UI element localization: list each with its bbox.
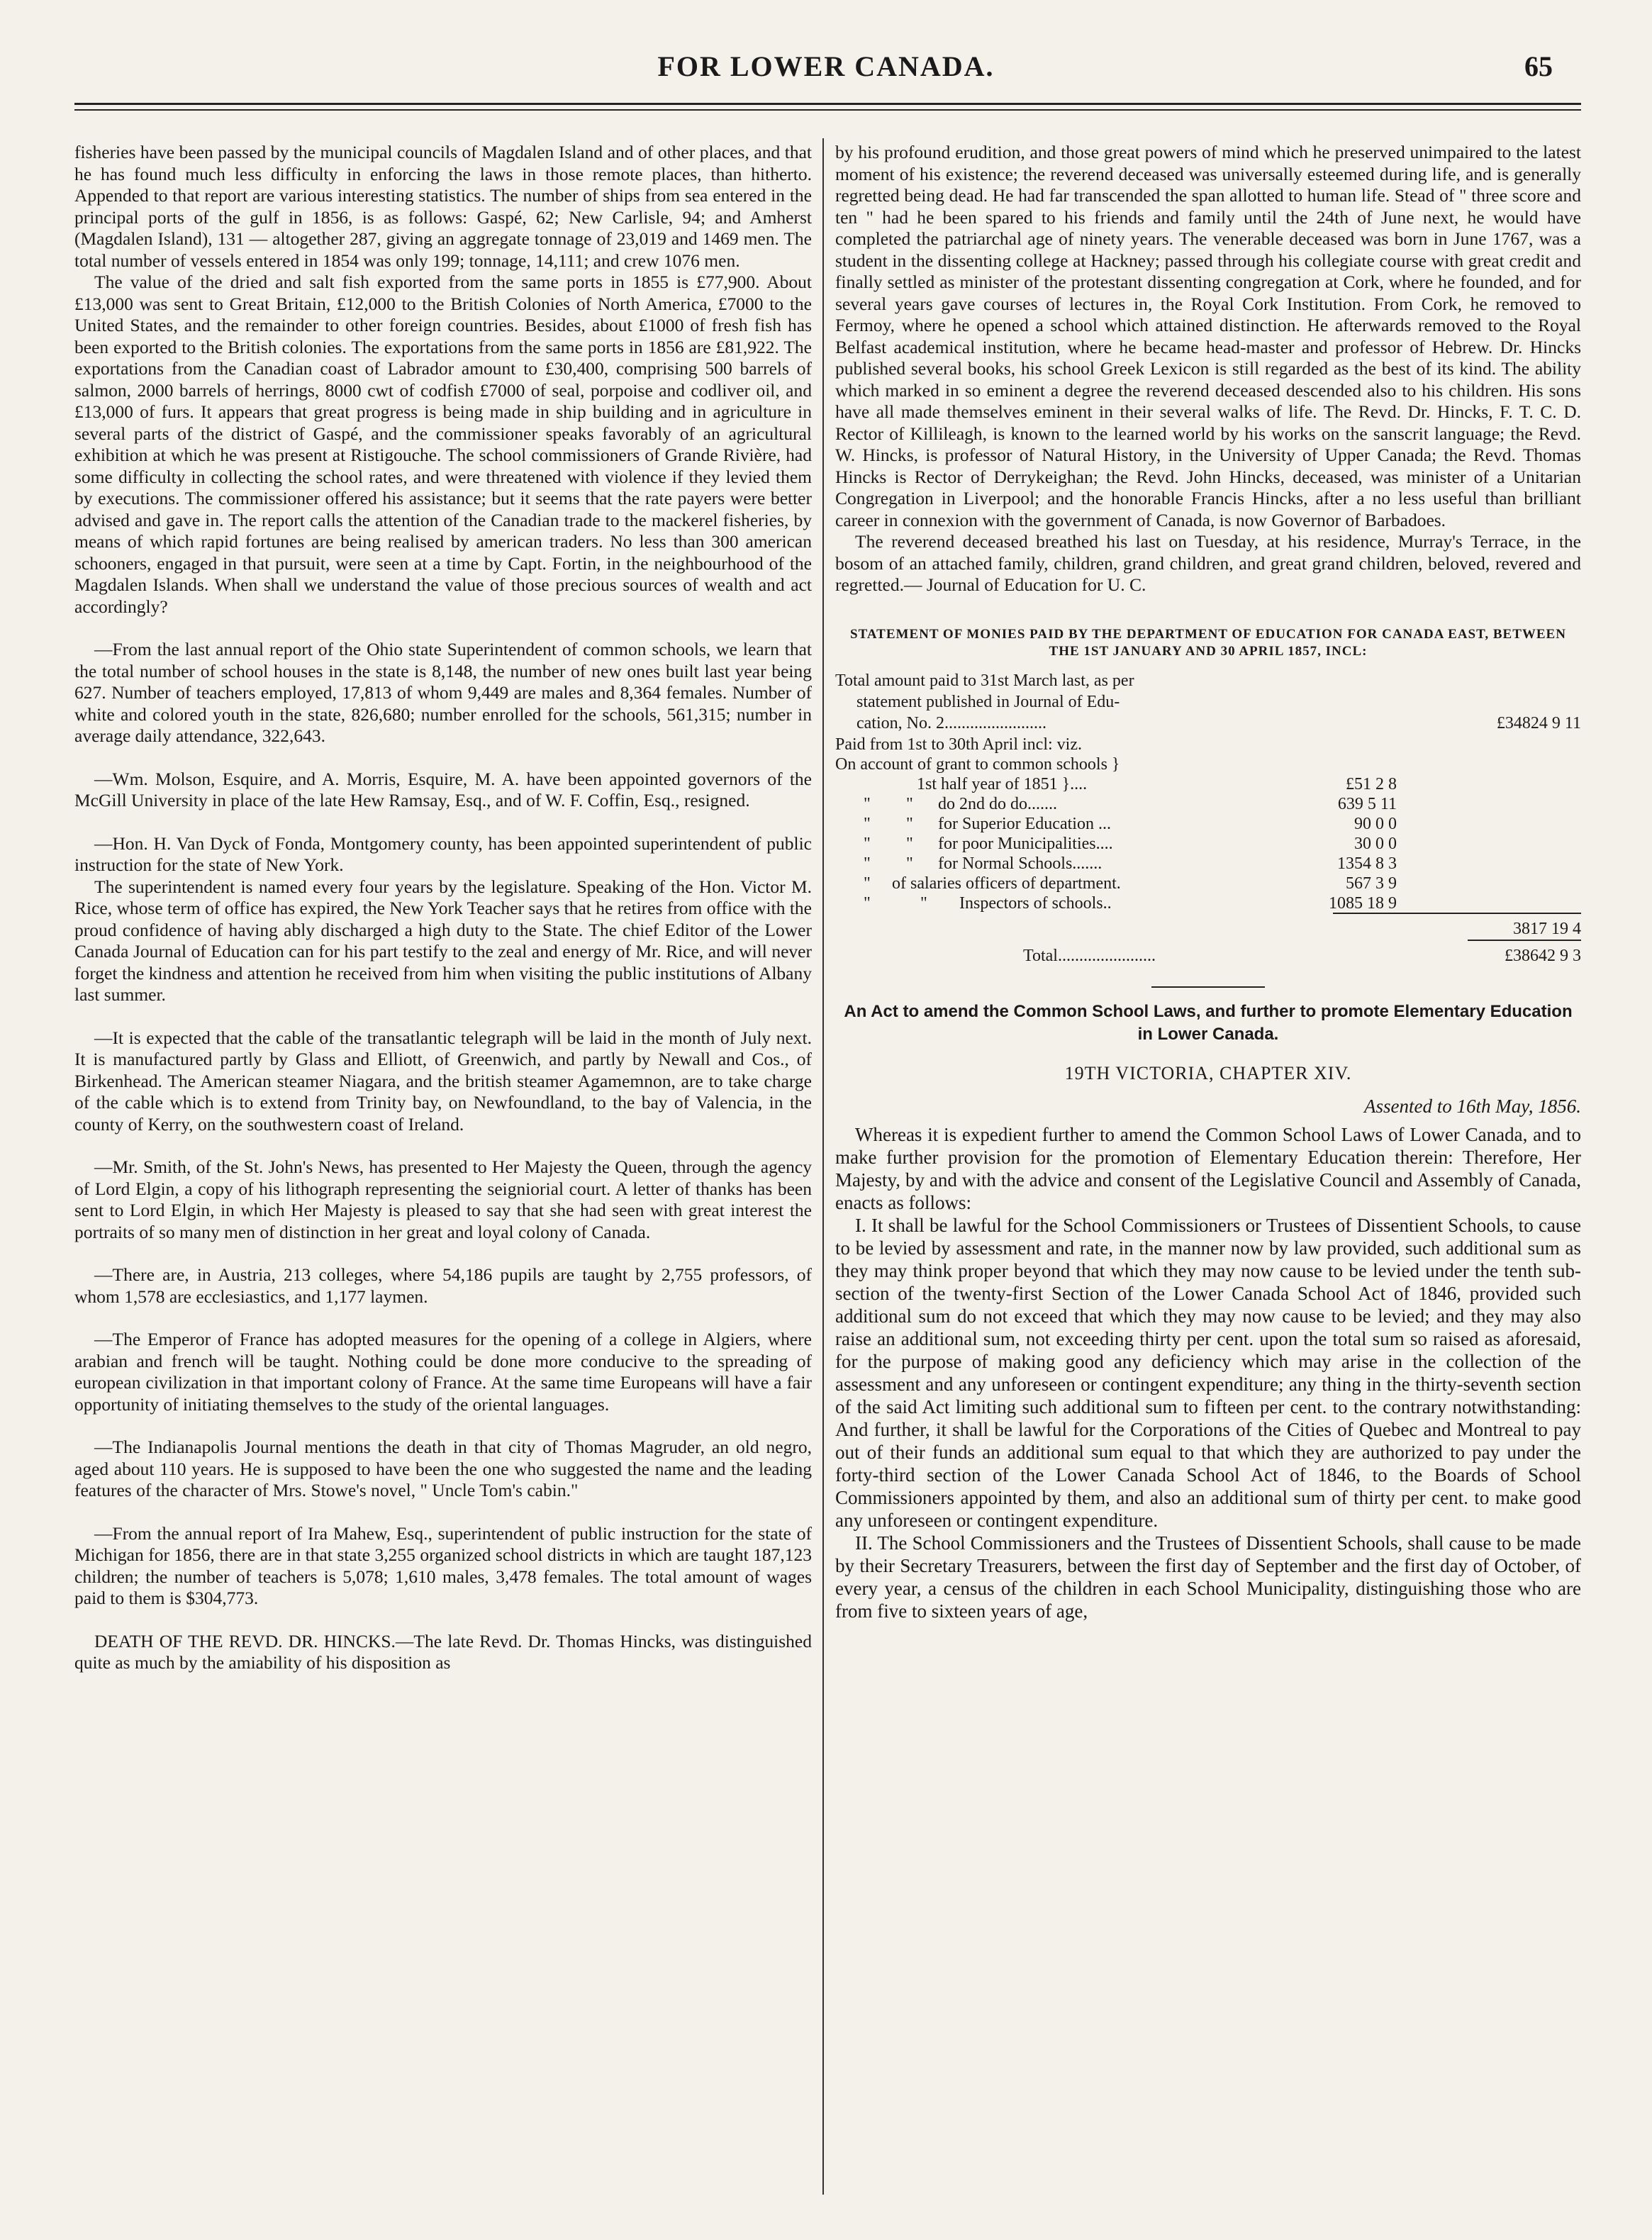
paragraph: Whereas it is expedient further to amend the Common School Laws of Lower Canada, and to make further provision for the promotion of Elementary Education therein: Therefore, Her Majesty, by and with the advice and consent of the Legislative Council and Assembly of Canada, enacts as follows: xyxy=(835,1123,1581,1213)
paragraph: —Hon. H. Van Dyck of Fonda, Montgomery county, has been appointed superintendent of public instruction for the state of New York. xyxy=(74,832,812,875)
statement-ditto: " xyxy=(864,794,871,813)
statement-row-amount: 30 0 0 xyxy=(1354,834,1397,853)
page-number: 65 xyxy=(1524,50,1553,82)
statement-line: cation, No. 2........................ xyxy=(856,713,1047,732)
paragraph: by his profound erudition, and those great powers of mind which he preserved unimpaired to the latest moment of his existence; the reverend deceased was universally esteemed during life, and is generally regretted being dead. He had far transcended the span allotted to human life. Stead of " three score and ten " had he been spared to his friends and family until the 24th of June next, he would have completed the patriarchal age of ninety years. The venerable deceased was born in June 1767, was a student in the dissenting college at Hackney; passed through his collegiate course with great credit and finally settled as minister of the protestant dissenting congregation at Cork, where he founded, and for several years gave courses of lectures in, the Royal Cork Institution. From Cork, he removed to Fermoy, where he opened a school which attained distinction. He afterwards removed to the Royal Belfast academical institution, where he became head-master and professor of Hebrew. Dr. Hincks published several books, his school Greek Lexicon is still regarded as the best of its kind. The ability which marked in so eminent a degree the reverend deceased descended also to his children. His sons have all made themselves eminent in their several walks of life. The Revd. Dr. Hincks, F. T. C. D. Rector of Killileagh, is known to the learned world by his works on the sanscrit language; the Revd. W. Hincks, is professor of Natural History, in the University of Upper Canada; the Revd. Thomas Hincks is Rector of Derrykeighan; the Revd. John Hincks, deceased, was minister of a Unitarian Congregation in Liverpool; and the honorable Francis Hincks, after a no less useful than brilliant career in connexion with the government of Canada, is now Governor of Barbadoes. xyxy=(835,142,1581,530)
statement-row-amount: 567 3 9 xyxy=(1346,874,1397,893)
paragraph: fisheries have been passed by the municipal councils of Magdalen Island and of other places, and that he has found much less difficulty in enforcing the laws in those remote places, than hitherto. Appended to that report are various interesting statistics. The number of ships from sea entered in the principal ports of the gulf in 1856, is as follows: Gaspé, 62; New Carlisle, 94; and Amherst (Magdalen Island), 131 — altogether 287, giving an aggregate tonnage of 23,019 and 1469 men. The total number of vessels entered in 1854 was only 199; tonnage, 14,111; and crew 1076 men. xyxy=(74,142,812,271)
paragraph: —From the last annual report of the Ohio state Superintendent of common schools, we learn that the total number of school houses in the state is 8,148, the number of new ones built last year being 627. Number of teachers employed, 17,813 of whom 9,449 are males and 8,364 females. Number of white and colored youth in the state, 826,680; number enrolled for the schools, 561,315; number in average daily attendance, 322,643. xyxy=(74,639,812,746)
subtotal-rule xyxy=(1333,913,1581,914)
paragraph: —Wm. Molson, Esquire, and A. Morris, Esquire, M. A. have been appointed governors of the McGill University in place of the late Hew Ramsay, Esq., and of W. F. Coffin, Esq., resigned. xyxy=(74,768,812,810)
statement-row-amount: 90 0 0 xyxy=(1354,814,1397,833)
paragraph: —It is expected that the cable of the transatlantic telegraph will be laid in the month of July next. It is manufactured partly by Glass and Elliott, of Greenwich, and partly by Newall and Cos., of Birkenhead. The American steamer Niagara, and the british steamer Agamemnon, are to take charge of the cable which is to extend from Trinity bay, on Newfoundland, to the bay of Valencia, in the county of Kerry, on the southwestern coast of Ireland. xyxy=(74,1027,812,1135)
paragraph: —From the annual report of Ira Mahew, Esq., superintendent of public instruction for the state of Michigan for 1856, there are in that state 3,255 organized school districts in which are taught 187,123 children; the number of teachers is 5,078; 1,610 males, 3,478 females. The total amount of wages paid to them is $304,773. xyxy=(74,1522,812,1608)
paragraph: —The Indianapolis Journal mentions the death in that city of Thomas Magruder, an old negro, aged about 110 years. He is supposed to have been the one who suggested the name and the leading features of the character of Mrs. Stowe's novel, " Uncle Tom's cabin." xyxy=(74,1437,812,1500)
paragraph: The value of the dried and salt fish exported from the same ports in 1855 is £77,900. About £13,000 was sent to Great Britain, £12,000 to the British Colonies of North America, £7000 to the United States, and the remainder to other foreign countries. Besides, about £1000 of fresh fish has been exported to the British colonies. The exportations from the same ports in 1856 are £81,922. The exportations from the Canadian coast of Labrador amount to £30,400, comprising 500 barrels of salmon, 2000 barrels of herrings, 8000 cwt of codfish £7000 of seal, porpoise and codliver oil, and £13,000 of furs. It appears that great progress is being made in ship building and in agriculture in several parts of the district of Gaspé, and the commissioner speaks favorably of an agricultural exhibition at which he was present at Ristigouche. The school commissioners of Grande Rivière, had some difficulty in collecting the school rates, and were threatened with violence if they levied them by executions. The commissioner offered his assistance; but it seems that the rate payers were better advised and gave in. The report calls the attention of the Canadian trade to the mackerel fisheries, by means of which rapid fortunes are being realised by american traders. No less than 300 american schooners, engaged in that pursuit, were seen at a time by Capt. Fortin, in the neighbourhood of the Magdalen Islands. When shall we understand the value of those precious sources of wealth and act accordingly? xyxy=(74,272,812,617)
statement-row-amount: £51 2 8 xyxy=(1346,774,1397,793)
statement-ditto: " xyxy=(864,893,871,913)
assented-date: Assented to 16th May, 1856. xyxy=(1364,1096,1581,1117)
statement-subtotal: 3817 19 4 xyxy=(1513,919,1581,938)
paragraph: —There are, in Austria, 213 colleges, where 54,186 pupils are taught by 2,755 professors, of whom 1,578 are ecclesiastics, and 1,177 laymen. xyxy=(74,1264,812,1307)
paragraph: I. It shall be lawful for the School Commissioners or Trustees of Dissentient Schools, to cause to be levied by assessment and rate, in the manner now by law provided, such additional sum as they may think proper beyond that which they may now cause to be levied under the tenth sub-section of the twenty-first Section of the Lower Canada School Act of 1846, provided such additional sum do not exceed that which they may now cause to be levied; and they may also raise an additional sum, not exceeding thirty per cent. upon the total sum so raised as aforesaid, for the purpose of making good any deficiency which may arise in the collection of the assessment and any unforeseen or contingent expenditure; any thing in the thirty-seventh section of the said Act limiting such additional sum to fifteen per cent. to the contrary notwithstanding: And further, it shall be lawful for the Corporations of the Cities of Quebec and Montreal to pay out of their funds an additional sum equal to that which they are authorized to pay under the forty-third section of the Lower Canada School Act of 1846, to the Boards of School Commissioners appointed by them, and also an additional sum of thirty per cent. to make good any unforeseen or contingent expenditure. xyxy=(835,1214,1581,1531)
chapter-heading: 19TH VICTORIA, CHAPTER XIV. xyxy=(1064,1062,1352,1083)
statement-line: statement published in Journal of Edu- xyxy=(856,692,1120,711)
statement-row-amount: 639 5 11 xyxy=(1337,794,1397,813)
statement-row-amount: 1085 18 9 xyxy=(1329,893,1397,913)
statement-ditto: " xyxy=(906,854,913,873)
statement-total-label: Total....................... xyxy=(1023,946,1156,965)
header-double-rule xyxy=(74,103,1581,111)
running-head xyxy=(71,50,1581,92)
statement-ditto: " xyxy=(864,854,871,873)
statement-line: Total amount paid to 31st March last, as per xyxy=(835,671,1134,690)
right-column xyxy=(835,142,1581,1622)
left-column xyxy=(74,142,812,1674)
statement-row-label: for poor Municipalities.... xyxy=(938,834,1113,853)
statement-row-label: of salaries officers of department. xyxy=(892,874,1121,893)
statement-table xyxy=(835,670,1581,968)
running-title: FOR LOWER CANADA. xyxy=(657,50,995,82)
statement-row-amount: 1354 8 3 xyxy=(1337,854,1397,873)
section-rule xyxy=(1151,986,1265,988)
statement-row-label: do 2nd do do....... xyxy=(938,794,1057,813)
statement-line: On account of grant to common schools } xyxy=(835,754,1120,774)
act-title: An Act to amend the Common School Laws, and further to promote Elementary Education in Lower Canada. xyxy=(844,1001,1573,1044)
statement-amount: £34824 9 11 xyxy=(1496,713,1581,732)
total-rule xyxy=(1468,940,1581,941)
paragraph: —The Emperor of France has adopted measures for the opening of a college in Algiers, where arabian and french will be taught. Nothing could be done more conducive to the spreading of european civilization in that important colony of France. At the same time Europeans will have a fair opportunity of initiating themselves to the study of the oriental languages. xyxy=(74,1329,812,1415)
statement-ditto: " xyxy=(920,893,927,913)
statement-row-label: for Normal Schools....... xyxy=(938,854,1103,873)
statement-total: £38642 9 3 xyxy=(1505,946,1581,965)
statement-ditto: " xyxy=(864,874,871,893)
paragraph: The reverend deceased breathed his last on Tuesday, at his residence, Murray's Terrace, in the bosom of an attached family, children, grand children, and great grand children, beloved, revered and regretted.— Journal of Education for U. C. xyxy=(835,531,1581,595)
statement-row-label: Inspectors of schools.. xyxy=(959,893,1112,913)
statement-ditto: " xyxy=(906,834,913,853)
statement-ditto: " xyxy=(906,814,913,833)
paragraph: DEATH OF THE REVD. DR. HINCKS.—The late Revd. Dr. Thomas Hincks, was distinguished quite as much by the amiability of his disposition as xyxy=(74,1630,812,1673)
statement-ditto: " xyxy=(864,834,871,853)
statement-title: STATEMENT OF MONIES PAID BY THE DEPARTMENT OF EDUCATION FOR CANADA EAST, BETWEEN THE 1ST JANUARY AND 30 APRIL 1857, INCL: xyxy=(850,626,1566,659)
paragraph: —Mr. Smith, of the St. John's News, has presented to Her Majesty the Queen, through the agency of Lord Elgin, a copy of his lithograph representing the seigniorial court. A letter of thanks has been sent to Lord Elgin, in which Her Majesty is pleased to say that she had seen with great interest the portraits of so many men of distinction in her great and loyal colony of Canada. xyxy=(74,1157,812,1242)
paragraph: The superintendent is named every four years by the legislature. Speaking of the Hon. Victor M. Rice, whose term of office has expired, the New York Teacher says that he retires from office with the proud confidence of having ably discharged a high duty to the State. The chief Editor of the Lower Canada Journal of Education can for his part testify to the zeal and energy of Mr. Rice, and will never forget the kindness and attention he received from him when visiting the public institutions of Albany last summer. xyxy=(74,876,812,1005)
paragraph: II. The School Commissioners and the Trustees of Dissentient Schools, shall cause to be made by their Secretary Treasurers, between the first day of September and the first day of October, of every year, a census of the children in each School Municipality, distinguishing those who are from five to sixteen years of age, xyxy=(835,1532,1581,1622)
statement-line: Paid from 1st to 30th April incl: viz. xyxy=(835,735,1082,754)
column-divider xyxy=(822,138,824,2195)
statement-ditto: " xyxy=(906,794,913,813)
statement-row-label: for Superior Education ... xyxy=(938,814,1111,833)
statement-ditto: " xyxy=(864,814,871,833)
statement-row-label: 1st half year of 1851 }.... xyxy=(917,774,1088,793)
